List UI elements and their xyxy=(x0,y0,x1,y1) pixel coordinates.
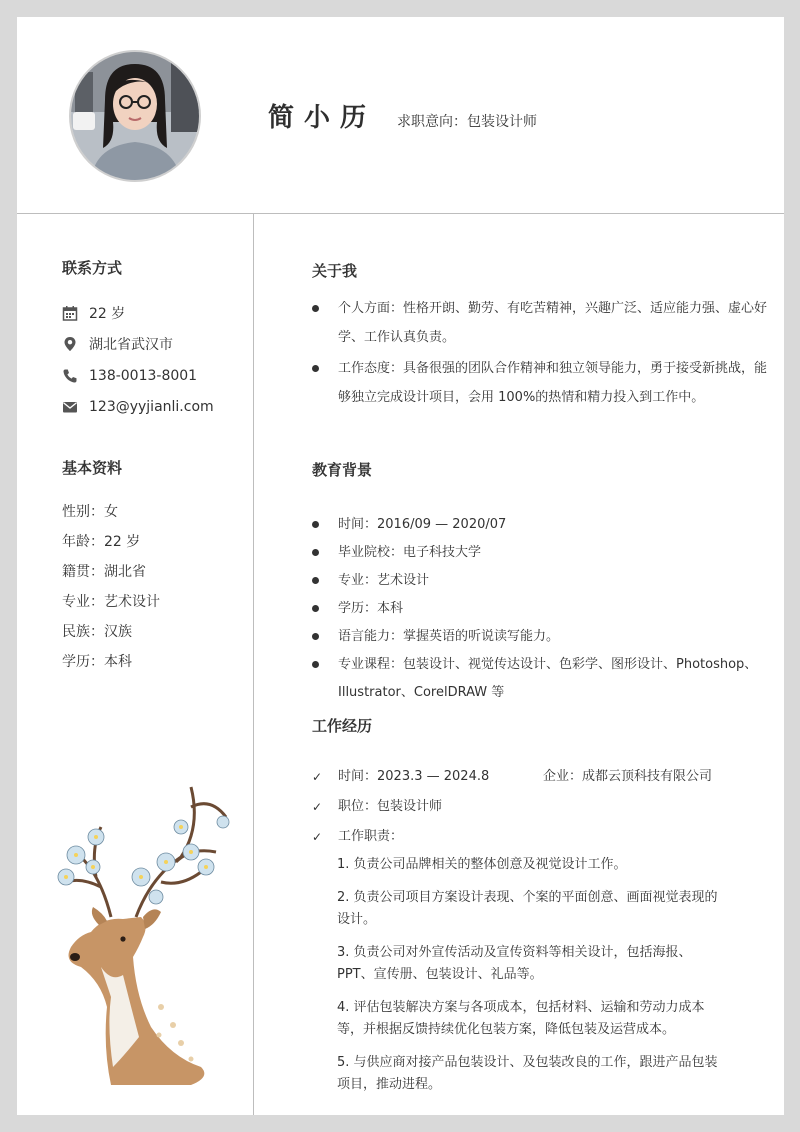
contact-phone-text: 138-0013-8001 xyxy=(89,367,198,384)
job-intent xyxy=(397,111,537,131)
checkmark-icon: ✓ xyxy=(312,800,323,814)
basic-info-item: 年龄：22 岁 xyxy=(62,534,141,550)
contact-section-title: 联系方式 xyxy=(62,259,123,277)
about-list xyxy=(312,294,772,414)
contact-location xyxy=(62,329,214,361)
education-list xyxy=(312,511,772,707)
contact-location-text: 湖北省武汉市 xyxy=(89,337,173,354)
checkmark-icon: ✓ xyxy=(312,770,323,784)
left-column xyxy=(17,214,253,1115)
calendar-icon xyxy=(62,305,78,321)
work-duty-item: 5. 与供应商对接产品包装设计、及包装改良的工作，跟进产品包装项目，推动进程。 xyxy=(337,1055,718,1092)
about-item: 个人方面：性格开朗、勤劳、有吃苦精神，兴趣广泛、适应能力强、虚心好学、工作认真负责。 xyxy=(312,294,772,352)
work-time: 时间：2023.3 — 2024.8 xyxy=(338,769,490,784)
work-duties-row xyxy=(312,822,772,852)
education-item: 毕业院校：电子科技大学 xyxy=(312,539,772,567)
contact-email xyxy=(62,392,214,424)
about-section-title: 关于我 xyxy=(312,262,358,280)
resume-header xyxy=(17,17,784,214)
work-time-row xyxy=(312,762,772,792)
checkmark-icon: ✓ xyxy=(312,830,323,844)
basic-info-item: 籍贯：湖北省 xyxy=(62,564,146,580)
contact-email-text: 123@yyjianli.com xyxy=(89,399,214,416)
basic-info-item: 专业：艺术设计 xyxy=(62,594,160,610)
work-duties-label: 工作职责： xyxy=(338,829,404,844)
basic-info-item: 性别：女 xyxy=(62,504,118,520)
work-position-row xyxy=(312,792,772,822)
work-company: 企业：成都云顶科技有限公司 xyxy=(543,769,713,784)
phone-icon xyxy=(62,368,78,384)
work-position: 职位：包装设计师 xyxy=(338,799,443,814)
location-pin-icon xyxy=(62,336,78,352)
basic-info-item: 学历：本科 xyxy=(62,654,132,670)
applicant-name: 简小历 xyxy=(268,103,377,133)
avatar-photo xyxy=(71,52,199,180)
contact-age-text: 22 岁 xyxy=(89,305,126,322)
work-duty-item: 4. 评估包装解决方案与各项成本，包括材料、运输和劳动力成本等，并根据反馈持续优化包装方案，降低包装及运营成本。 xyxy=(337,1000,705,1037)
deer-illustration xyxy=(41,767,251,1087)
work-section-title: 工作经历 xyxy=(312,717,373,735)
basic-info-list xyxy=(62,497,160,677)
work-list xyxy=(312,762,772,852)
avatar xyxy=(69,50,201,182)
about-item: 工作态度：具备很强的团队合作精神和独立领导能力，勇于接受新挑战，能够独立完成设计项目，会用 100%的热情和精力投入到工作中。 xyxy=(312,354,772,412)
right-column xyxy=(254,214,784,1115)
job-intent-label: 求职意向： xyxy=(397,114,467,130)
basic-info-section-title: 基本资料 xyxy=(62,459,123,477)
education-item: 语言能力：掌握英语的听说读写能力。 xyxy=(312,623,772,651)
resume-page xyxy=(17,17,784,1115)
education-item: 专业课程：包装设计、视觉传达设计、色彩学、图形设计、Photoshop、Illustrator、CorelDRAW 等 xyxy=(312,651,772,707)
education-item: 专业：艺术设计 xyxy=(312,567,772,595)
basic-info-item: 民族：汉族 xyxy=(62,624,132,640)
work-duty-item: 1. 负责公司品牌相关的整体创意及视觉设计工作。 xyxy=(337,857,627,872)
job-intent-value: 包装设计师 xyxy=(467,114,537,130)
work-duties-list xyxy=(337,854,727,1107)
education-item: 时间：2016/09 — 2020/07 xyxy=(312,511,772,539)
contact-list xyxy=(62,297,214,423)
education-item: 学历：本科 xyxy=(312,595,772,623)
work-duty-item: 2. 负责公司项目方案设计表现、个案的平面创意、画面视觉表现的设计。 xyxy=(337,890,718,927)
education-section-title: 教育背景 xyxy=(312,461,373,479)
contact-age xyxy=(62,297,214,329)
contact-phone xyxy=(62,360,214,392)
mail-icon xyxy=(62,399,78,415)
work-duty-item: 3. 负责公司对外宣传活动及宣传资料等相关设计，包括海报、PPT、宣传册、包装设计、礼品等。 xyxy=(337,945,692,982)
